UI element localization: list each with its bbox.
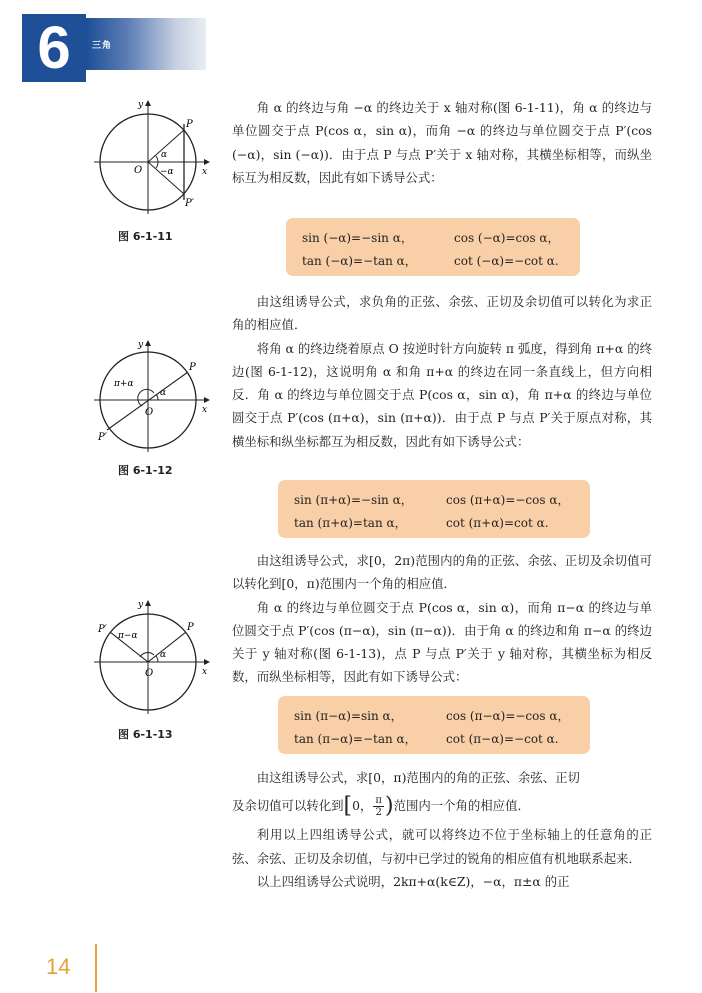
formula-sin-neg: sin (−α)=−sin α， xyxy=(302,231,413,245)
formula-box-pi-plus-angle xyxy=(278,480,590,538)
fig2-y-label: y xyxy=(138,340,144,350)
paragraph-2: 由这组诱导公式，求负角的正弦、余弦、正切及余切值可以转化为求正角的相应值． xyxy=(232,294,652,333)
page-number-divider xyxy=(95,944,97,992)
fig2-x-label: x xyxy=(202,405,208,415)
fig2-p-label: P xyxy=(189,362,196,373)
fig1-neg-alpha-label: −α xyxy=(160,167,174,177)
pi-over-two-fraction: $\frac{\pi}{2}$ xyxy=(375,795,382,819)
paragraph-6-block xyxy=(232,766,652,893)
fig3-p-prime-label: P′ xyxy=(98,624,107,635)
figure-6-1-13 xyxy=(88,596,214,716)
figure-caption-6-1-11: 图 6-1-11 xyxy=(118,230,173,243)
fig1-y-label: y xyxy=(138,100,144,110)
paragraph-1-block xyxy=(232,96,652,189)
fig1-alpha-label: α xyxy=(161,150,168,160)
fig3-p-label: P xyxy=(187,622,194,633)
paragraph-4-block xyxy=(232,549,652,689)
left-bracket: [ xyxy=(343,793,353,819)
paragraph-6-line-1: 由这组诱导公式，求[0，π)范围内的角的正弦、余弦、正切 xyxy=(256,770,580,785)
formula-cos-neg: cos (−α)=cos α， xyxy=(454,231,560,245)
chapter-title: 三角 xyxy=(92,41,113,51)
figure-caption-6-1-12: 图 6-1-12 xyxy=(118,464,173,477)
chapter-number: 6 xyxy=(22,14,86,82)
fig3-pi-minus-alpha-label: π−α xyxy=(118,631,138,641)
figure-6-1-11 xyxy=(88,96,214,216)
fig2-pi-plus-alpha-label: π+α xyxy=(114,379,134,389)
paragraph-4: 由这组诱导公式，求[0，2π)范围内的角的正弦、余弦、正切及余切值可以转化到[0，π)范围内一个角的相应值． xyxy=(232,553,652,592)
fig2-origin-label: O xyxy=(145,407,154,418)
figure-caption-6-1-13: 图 6-1-13 xyxy=(118,728,173,741)
formula-cot-pi-plus: cot (π+α)=cot α. xyxy=(446,516,549,530)
paragraph-7: 利用以上四组诱导公式，就可以将终边不位于坐标轴上的任意角的正弦、余弦、正切及余切值，与初中已学过的锐角的相应值有机地联系起来． xyxy=(232,827,652,866)
formula-tan-pi-minus: tan (π−α)=−tan α， xyxy=(294,732,417,746)
fig2-p-prime-label: P′ xyxy=(98,432,107,443)
formula-cot-neg: cot (−α)=−cot α. xyxy=(454,254,559,268)
right-paren: ) xyxy=(384,793,394,819)
paragraph-8: 以上四组诱导公式说明，2kπ+α(k∈Z)，−α，π±α 的正 xyxy=(256,873,570,889)
fig1-origin-label: O xyxy=(134,165,143,176)
formula-sin-pi-plus: sin (π+α)=−sin α， xyxy=(294,493,413,507)
fig3-origin-label: O xyxy=(145,668,154,679)
formula-cot-pi-minus: cot (π−α)=−cot α. xyxy=(446,732,559,746)
paragraph-3: 将角 α 的终边绕着原点 O 按逆时针方向旋转 π 弧度，得到角 π+α 的终边(图 6-1-12)，这说明角 α 和角 π+α 的终边在同一条直线上，但方向相反．角 α 的终边与单位圆交于点 P(cos α，sin α)，角 π+α 的终边与单位圆交于点 P′(cos (π+α)，sin (π+α))．由于点 P 与点 P′关于原点对称，其横坐标和纵坐标都互为相反数，因此有如下诱导公式： xyxy=(232,340,652,449)
fig1-p-label: P xyxy=(186,119,193,130)
formula-box-negative-angle xyxy=(286,218,580,276)
figure-6-1-12 xyxy=(88,336,214,456)
fig3-y-label: y xyxy=(138,600,144,610)
formula-box-pi-minus-angle xyxy=(278,696,590,754)
fig1-x-label: x xyxy=(202,167,208,177)
paragraph-6-line-2: 及余切值可以转化到[0， $\frac{\pi}{2}$ )范围内一个角的相应值． xyxy=(232,793,530,819)
paragraph-2-block xyxy=(232,290,652,453)
formula-tan-pi-plus: tan (π+α)=tan α， xyxy=(294,516,407,530)
fig3-alpha-label: α xyxy=(160,650,167,660)
interval-zero: 0， xyxy=(352,798,373,814)
page-number: 14 xyxy=(46,954,71,979)
formula-sin-pi-minus: sin (π−α)=sin α， xyxy=(294,709,403,723)
formula-cos-pi-plus: cos (π+α)=−cos α， xyxy=(446,493,570,507)
fig2-alpha-label: α xyxy=(160,388,167,398)
paragraph-5: 角 α 的终边与单位圆交于点 P(cos α，sin α)，而角 π−α 的终边与单位圆交于点 P′(cos (π−α)，sin (π−α))．由于角 α 的终边和角 π−α 的终边关于 y 轴对称(图 6-1-13)，点 P 与点 P′关于 y 轴对称，其横坐标为相反数，而纵坐标相等，因此有如下诱导公式： xyxy=(232,599,652,685)
paragraph-1: 角 α 的终边与角 −α 的终边关于 x 轴对称(图 6-1-11)，角 α 的终边与单位圆交于点 P(cos α，sin α)，而角 −α 的终边与单位圆交于点 P′(cos (−α)，sin (−α))．由于点 P 与点 P′关于 x 轴对称，其横坐标相等，而纵坐标互为相反数，因此有如下诱导公式： xyxy=(232,100,652,185)
formula-tan-neg: tan (−α)=−tan α， xyxy=(302,254,417,268)
fig3-x-label: x xyxy=(202,667,208,677)
fig1-p-prime-label: P′ xyxy=(185,198,194,209)
formula-cos-pi-minus: cos (π−α)=−cos α， xyxy=(446,709,570,723)
